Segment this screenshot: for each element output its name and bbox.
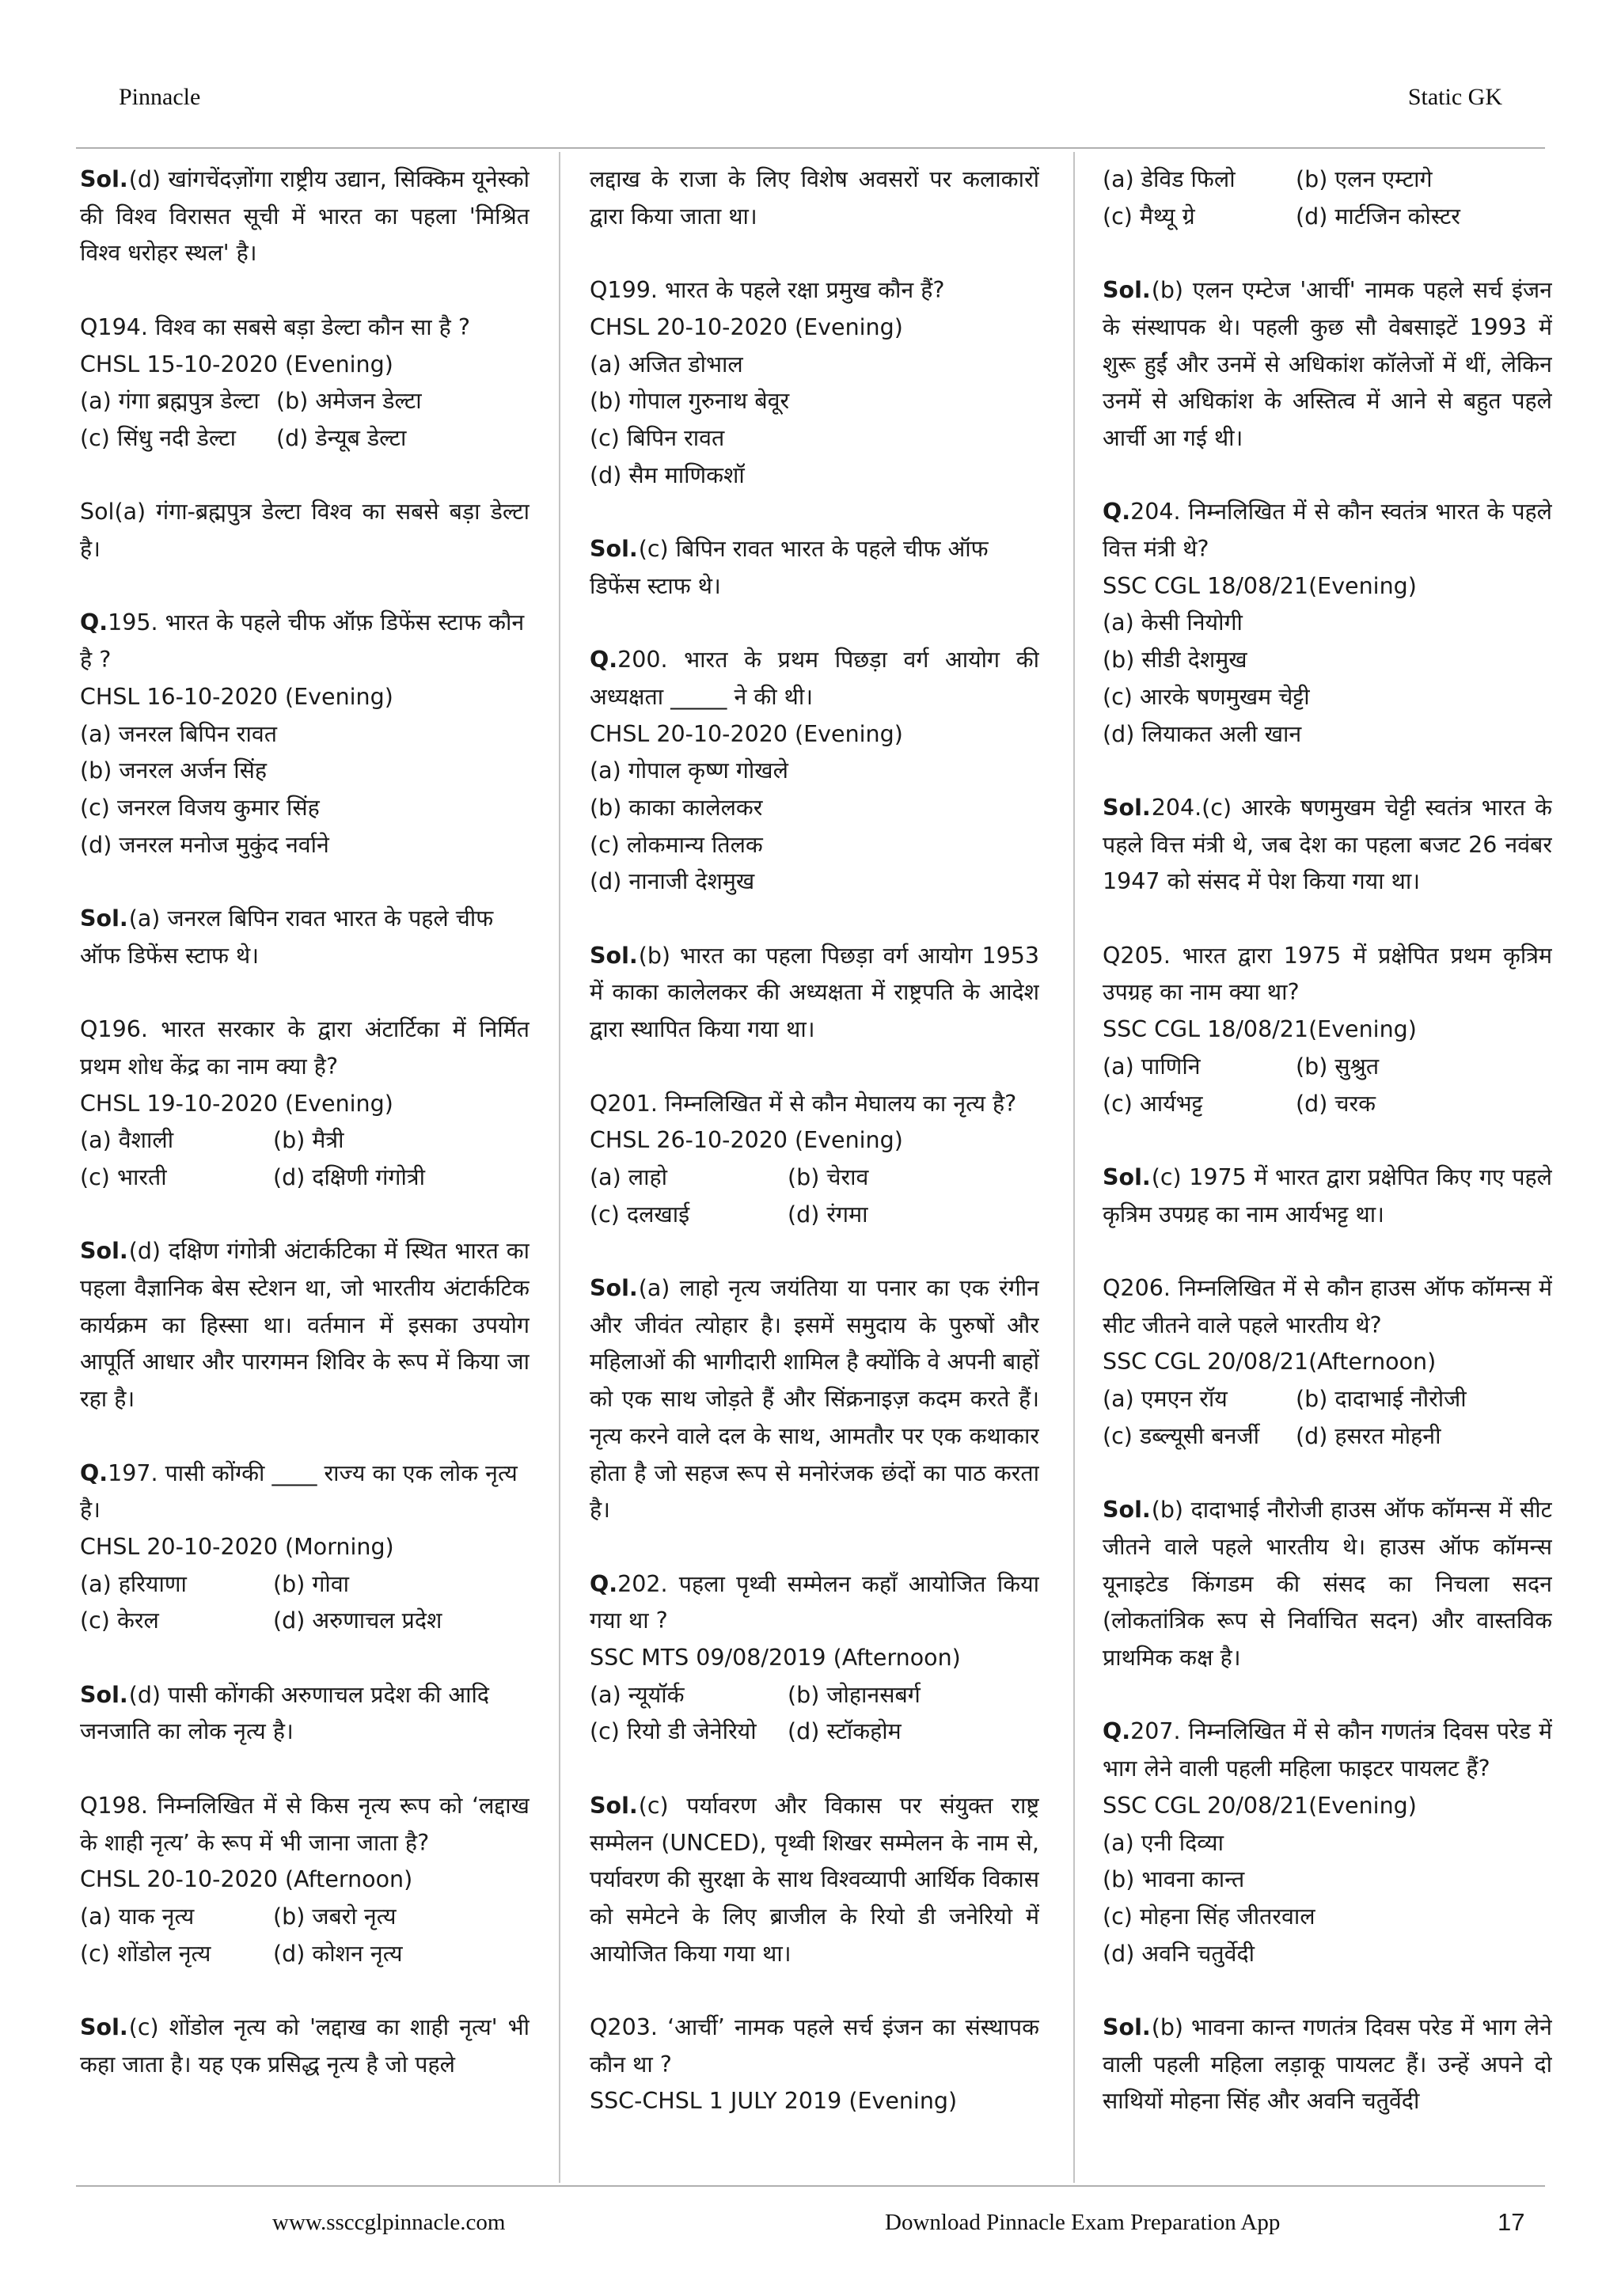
column-2 xyxy=(590,161,1039,2180)
question-197 xyxy=(80,1455,530,1529)
question-text: 195. भारत के पहले चीफ ऑफ़ डिफेंस स्टाफ कौन है ? xyxy=(80,609,525,674)
question-label: Q. xyxy=(1103,1718,1131,1745)
option-d: (d) चरक xyxy=(1296,1090,1376,1117)
column-3 xyxy=(1103,161,1552,2180)
solution-200 xyxy=(590,938,1039,1049)
solution-206 xyxy=(1103,1492,1552,1677)
option-c: (c) केरल xyxy=(80,1607,159,1634)
option-c: (c) मैथ्यू ग्रे xyxy=(1103,203,1195,230)
exam-tag: SSC CGL 18/08/21(Evening) xyxy=(1103,572,1417,599)
option-a: (a) लाहो xyxy=(590,1163,667,1190)
options-row xyxy=(590,1197,1039,1234)
option-c: (c) डब्ल्यूसी बनर्जी xyxy=(1103,1422,1259,1449)
option-c: (c) मोहना सिंह जीतरवाल xyxy=(1103,1903,1315,1930)
solution-207 xyxy=(1103,2009,1552,2120)
question-195 xyxy=(80,605,530,678)
option-c: (c) सिंधु नदी डेल्टा xyxy=(80,424,237,451)
options-row xyxy=(80,1603,530,1640)
exam-tag: CHSL 16-10-2020 (Evening) xyxy=(80,683,393,710)
option-c: (c) आरके षणमुखम चेट्टी xyxy=(1103,683,1310,710)
option-d: (d) अरुणाचल प्रदेश xyxy=(273,1607,442,1634)
option-a: (a) वैशाली xyxy=(80,1127,174,1154)
option-b: (b) चेराव xyxy=(788,1163,869,1190)
option-d: (d) दक्षिणी गंगोत्री xyxy=(273,1163,425,1190)
solution-label: Sol. xyxy=(80,1238,128,1265)
option-a: (a) केसी नियोगी xyxy=(1103,609,1243,636)
option-b: (b) काका कालेलकर xyxy=(590,794,763,821)
solution-193 xyxy=(80,161,530,272)
option-c: (c) भारती xyxy=(80,1163,167,1190)
options-row xyxy=(80,1936,530,1973)
options-row xyxy=(80,1566,530,1603)
options-row xyxy=(80,1122,530,1159)
option-b: (b) दादाभाई नौरोजी xyxy=(1296,1386,1467,1413)
question-203: Q203. ‘आर्ची’ नामक पहले सर्च इंजन का संस्थापक कौन था ? xyxy=(590,2014,1039,2078)
solution-198-continued: लद्दाख के राजा के लिए विशेष अवसरों पर कलाकारों द्वारा किया जाता था। xyxy=(590,166,1039,230)
options-row xyxy=(1103,161,1552,199)
footer-app-promo: Download Pinnacle Exam Preparation App xyxy=(885,2210,1281,2235)
exam-tag: CHSL 20-10-2020 (Evening) xyxy=(590,313,903,340)
options-row xyxy=(1103,1049,1552,1086)
question-label: Q. xyxy=(590,1570,618,1597)
option-d: (d) जनरल मनोज मुकुंद नर्वाने xyxy=(80,831,329,858)
options-row xyxy=(590,1713,1039,1751)
option-b: (b) सीडी देशमुख xyxy=(1103,647,1247,674)
question-label: Q. xyxy=(80,1459,108,1486)
option-c: (c) लोकमान्य तिलक xyxy=(590,831,763,858)
option-d: (d) अवनि चतुर्वेदी xyxy=(1103,1940,1255,1967)
question-label: Q. xyxy=(590,647,618,674)
solution-text: (c) शोंडोल नृत्य को 'लद्दाख का शाही नृत्य' भी कहा जाता है। यह एक प्रसिद्ध नृत्य है जो पहले xyxy=(80,2014,530,2078)
question-text: 197. पासी कोंग्की ____ राज्य का एक लोक नृत्य है। xyxy=(80,1459,518,1524)
options-row xyxy=(80,420,530,457)
option-b: (b) गोवा xyxy=(273,1570,350,1597)
solution-label: Sol. xyxy=(80,166,128,192)
exam-tag: CHSL 19-10-2020 (Evening) xyxy=(80,1090,393,1117)
question-text: 204. निम्नलिखित में से कौन स्वतंत्र भारत के पहले वित्त मंत्री थे? xyxy=(1103,499,1552,562)
exam-tag: SSC CGL 20/08/21(Evening) xyxy=(1103,1792,1417,1819)
option-a: (a) डेविड फिलो xyxy=(1103,166,1236,192)
question-198: Q198. निम्नलिखित में से किस नृत्य रूप को ‘लद्दाख के शाही नृत्य’ के रूप में भी जाना जाता है? xyxy=(80,1792,530,1856)
options-row xyxy=(1103,1418,1552,1455)
options-row xyxy=(1103,199,1552,236)
option-d: (d) स्टॉकहोम xyxy=(788,1718,902,1745)
question-label: Q. xyxy=(80,609,108,636)
solution-197 xyxy=(80,1677,530,1751)
question-205: Q205. भारत द्वारा 1975 में प्रक्षेपित प्रथम कृत्रिम उपग्रह का नाम क्या था? xyxy=(1103,942,1552,1006)
column-1 xyxy=(80,161,530,2180)
option-a: (a) न्यूयॉर्क xyxy=(590,1681,685,1708)
solution-text: 204.(c) आरके षणमुखम चेट्टी स्वतंत्र भारत के पहले वित्त मंत्री थे, जब देश का पहला बजट 26 नवंबर 1947 को संसद में पेश किया गया था। xyxy=(1103,794,1552,895)
exam-tag: CHSL 20-10-2020 (Evening) xyxy=(590,720,903,747)
footer-website-link[interactable]: www.ssccglpinnacle.com xyxy=(272,2210,506,2235)
question-text: 207. निम्नलिखित में से कौन गणतंत्र दिवस परेड में भाग लेने वाली पहली महिला फाइटर पायलट हैं? xyxy=(1103,1718,1552,1782)
option-a: (a) गोपाल कृष्ण गोखले xyxy=(590,757,788,784)
page-number: 17 xyxy=(1498,2208,1525,2236)
solution-199 xyxy=(590,531,1039,605)
question-text: 202. पहला पृथ्वी सम्मेलन कहाँ आयोजित किया गया था ? xyxy=(590,1570,1039,1634)
option-d: (d) लियाकत अली खान xyxy=(1103,720,1302,747)
exam-tag: CHSL 20-10-2020 (Afternoon) xyxy=(80,1866,413,1893)
option-d: (d) डेन्यूब डेल्टा xyxy=(276,424,407,451)
question-200 xyxy=(590,642,1039,715)
solution-204 xyxy=(1103,790,1552,901)
option-d: (d) नानाजी देशमुख xyxy=(590,868,755,895)
options-row xyxy=(1103,1381,1552,1418)
solution-text: (b) भावना कान्त गणतंत्र दिवस परेड में भाग लेने वाली पहली महिला लड़ाकू पायलट हैं। उन्हें अपने दो साथियों मोहना सिंह और अवनि चतुर्वेदी xyxy=(1103,2014,1552,2115)
solution-label: Sol. xyxy=(1103,2014,1151,2041)
solution-label: Sol. xyxy=(1103,1163,1151,1190)
exam-tag: CHSL 15-10-2020 (Evening) xyxy=(80,351,393,378)
options-row xyxy=(80,1899,530,1936)
option-b: (b) जोहानसबर्ग xyxy=(788,1681,921,1708)
question-204 xyxy=(1103,494,1552,567)
option-a: (a) हरियाणा xyxy=(80,1570,187,1597)
solution-text: (c) पर्यावरण और विकास पर संयुक्त राष्ट्र सम्मेलन (UNCED), पृथ्वी शिखर सम्मेलन के नाम से, पर्यावरण की सुरक्षा के साथ विश्वव्यापी आर्थिक विकास को समेटने के लिए ब्राजील के रियो डी जनेरियो में आयोजित किया गया था। xyxy=(590,1792,1039,1967)
solution-label: Sol. xyxy=(590,1792,638,1819)
option-c: (c) रियो डी जेनेरियो xyxy=(590,1718,757,1745)
question-text: 200. भारत के प्रथम पिछड़ा वर्ग आयोग की अध्यक्षता _____ ने की थी। xyxy=(590,647,1039,710)
option-d: (d) कोशन नृत्य xyxy=(273,1940,403,1967)
solution-label: Sol. xyxy=(80,905,128,932)
option-d: (d) हसरत मोहनी xyxy=(1296,1422,1441,1449)
option-a: (a) गंगा ब्रह्मपुत्र डेल्टा xyxy=(80,388,260,415)
option-b: (b) अमेजन डेल्टा xyxy=(276,388,422,415)
question-202 xyxy=(590,1566,1039,1640)
solution-text: (d) खांगचेंदज़ोंगा राष्ट्रीय उद्यान, सिक्किम यूनेस्को की विश्व विरासत सूची में भारत का पहला 'मिश्रित विश्व धरोहर स्थल' है। xyxy=(80,166,530,267)
question-207 xyxy=(1103,1713,1552,1787)
option-d: (d) मार्टजिन कोस्टर xyxy=(1296,203,1460,230)
footer-divider xyxy=(76,2185,1545,2187)
solution-196 xyxy=(80,1233,530,1418)
option-b: (b) एलन एम्टागे xyxy=(1296,166,1433,192)
option-c: (c) दलखाई xyxy=(590,1201,690,1228)
question-194: Q194. विश्व का सबसे बड़ा डेल्टा कौन सा है ? xyxy=(80,313,471,340)
option-a: (a) एनी दिव्या xyxy=(1103,1829,1224,1856)
solution-201 xyxy=(590,1270,1039,1529)
option-a: (a) जनरल बिपिन रावत xyxy=(80,720,277,747)
solution-194: Sol(a) गंगा-ब्रह्मपुत्र डेल्टा विश्व का सबसे बड़ा डेल्टा है। xyxy=(80,499,530,562)
header-divider xyxy=(76,147,1545,149)
option-c: (c) जनरल विजय कुमार सिंह xyxy=(80,794,320,821)
exam-tag: CHSL 26-10-2020 (Evening) xyxy=(590,1127,903,1154)
question-206: Q206. निम्नलिखित में से कौन हाउस ऑफ कॉमन्स में सीट जीतने वाले पहले भारतीय थे? xyxy=(1103,1275,1552,1338)
option-b: (b) भावना कान्त xyxy=(1103,1866,1245,1893)
solution-text: (c) बिपिन रावत भारत के पहले चीफ ऑफ डिफेंस स्टाफ थे। xyxy=(590,536,989,599)
solution-text: (d) पासी कोंगकी अरुणाचल प्रदेश की आदि जनजाति का लोक नृत्य है। xyxy=(80,1681,490,1745)
header-brand: Pinnacle xyxy=(119,84,201,110)
option-c: (c) बिपिन रावत xyxy=(590,424,725,451)
solution-label: Sol. xyxy=(80,2014,128,2040)
question-201: Q201. निम्नलिखित में से कौन मेघालय का नृत्य है? xyxy=(590,1090,1017,1117)
question-199: Q199. भारत के पहले रक्षा प्रमुख कौन हैं? xyxy=(590,277,945,304)
option-a: (a) अजित डोभाल xyxy=(590,351,743,378)
option-b: (b) सुश्रुत xyxy=(1296,1053,1380,1080)
option-b: (b) जनरल अर्जन सिंह xyxy=(80,757,267,784)
option-a: (a) पाणिनि xyxy=(1103,1053,1201,1080)
question-label: Q. xyxy=(1103,499,1131,526)
options-row xyxy=(80,383,530,420)
option-b: (b) गोपाल गुरुनाथ बेवूर xyxy=(590,388,790,415)
options-row xyxy=(590,1159,1039,1197)
solution-202 xyxy=(590,1788,1039,1973)
solution-label: Sol. xyxy=(80,1681,128,1708)
exam-tag: SSC MTS 09/08/2019 (Afternoon) xyxy=(590,1645,961,1672)
question-196: Q196. भारत सरकार के द्वारा अंटार्टिका में निर्मित प्रथम शोध केंद्र का नाम क्या है? xyxy=(80,1016,530,1080)
solution-label: Sol. xyxy=(1103,1497,1151,1524)
options-row xyxy=(590,1677,1039,1714)
solution-203 xyxy=(1103,272,1552,457)
solution-205 xyxy=(1103,1159,1552,1233)
exam-tag: SSC-CHSL 1 JULY 2019 (Evening) xyxy=(590,2088,958,2115)
option-a: (a) एमएन रॉय xyxy=(1103,1386,1228,1413)
option-d: (d) सैम माणिकशॉ xyxy=(590,461,745,488)
solution-text: (a) जनरल बिपिन रावत भारत के पहले चीफ ऑफ डिफेंस स्टाफ थे। xyxy=(80,905,494,969)
solution-text: (a) लाहो नृत्य जयंतिया या पनार का एक रंगीन और जीवंत त्योहार है। इसमें समुदाय के पुरुषों और महिलाओं की भागीदारी शामिल है क्योंकि वे अपनी बाहों को एक साथ जोड़ते हैं और सिंक्रनाइज़ कदम करते हैं। नृत्य करने वाले दल के साथ, आमतौर पर एक कथाकार होता है जो सहज रूप से मनोरंजक छंदों का पाठ करता है। xyxy=(590,1275,1039,1524)
solution-195 xyxy=(80,901,530,974)
solution-label: Sol. xyxy=(590,1275,638,1301)
solution-text: (d) दक्षिण गंगोत्री अंटार्कटिका में स्थित भारत का पहला वैज्ञानिक बेस स्टेशन था, जो भारतीय अंटार्कटिक कार्यक्रम का हिस्सा था। वर्तमान में इसका उपयोग आपूर्ति आधार और पारगमन शिविर के रूप में किया जा रहा है। xyxy=(80,1238,530,1413)
solution-text: (b) दादाभाई नौरोजी हाउस ऑफ कॉमन्स में सीट जीतने वाले पहले भारतीय थे। हाउस ऑफ कॉमन्स यूनाइटेड किंगडम की संसद का निचला सदन (लोकतांत्रिक रूप से निर्वाचित सदन) और वास्तविक प्राथमिक कक्ष है। xyxy=(1103,1497,1552,1672)
column-divider-1 xyxy=(559,152,560,2183)
options-row xyxy=(1103,1086,1552,1123)
solution-198 xyxy=(80,2009,530,2083)
solution-text: (b) भारत का पहला पिछड़ा वर्ग आयोग 1953 में काका कालेलकर की अध्यक्षता में राष्ट्रपति के आदेश द्वारा स्थापित किया गया था। xyxy=(590,942,1039,1043)
option-b: (b) जबरो नृत्य xyxy=(273,1903,397,1930)
options-row xyxy=(80,1159,530,1197)
option-d: (d) रंगमा xyxy=(788,1201,868,1228)
exam-tag: CHSL 20-10-2020 (Morning) xyxy=(80,1533,394,1560)
option-a: (a) याक नृत्य xyxy=(80,1903,195,1930)
option-b: (b) मैत्री xyxy=(273,1127,344,1154)
exam-tag: SSC CGL 18/08/21(Evening) xyxy=(1103,1016,1417,1043)
option-c: (c) आर्यभट्ट xyxy=(1103,1090,1203,1117)
option-c: (c) शोंडोल नृत्य xyxy=(80,1940,211,1967)
solution-label: Sol. xyxy=(1103,794,1151,821)
solution-text: (c) 1975 में भारत द्वारा प्रक्षेपित किए गए पहले कृत्रिम उपग्रह का नाम आर्यभट्ट था। xyxy=(1103,1163,1552,1228)
header-subject: Static GK xyxy=(1407,84,1502,110)
solution-text: (b) एलन एम्टेज 'आर्ची' नामक पहले सर्च इंजन के संस्थापक थे। पहली कुछ सौ वेबसाइटें 1993 में शुरू हुईं और उनमें से अधिकांश कॉलेजों में थीं, लेकिन उनमें से अधिकांश के अस्तित्व में आने से बहुत पहले आर्ची आ गई थी। xyxy=(1103,277,1552,451)
exam-tag: SSC CGL 20/08/21(Afternoon) xyxy=(1103,1349,1437,1376)
column-divider-2 xyxy=(1073,152,1075,2183)
solution-label: Sol. xyxy=(590,536,638,562)
solution-label: Sol. xyxy=(590,942,638,969)
solution-label: Sol. xyxy=(1103,277,1151,304)
